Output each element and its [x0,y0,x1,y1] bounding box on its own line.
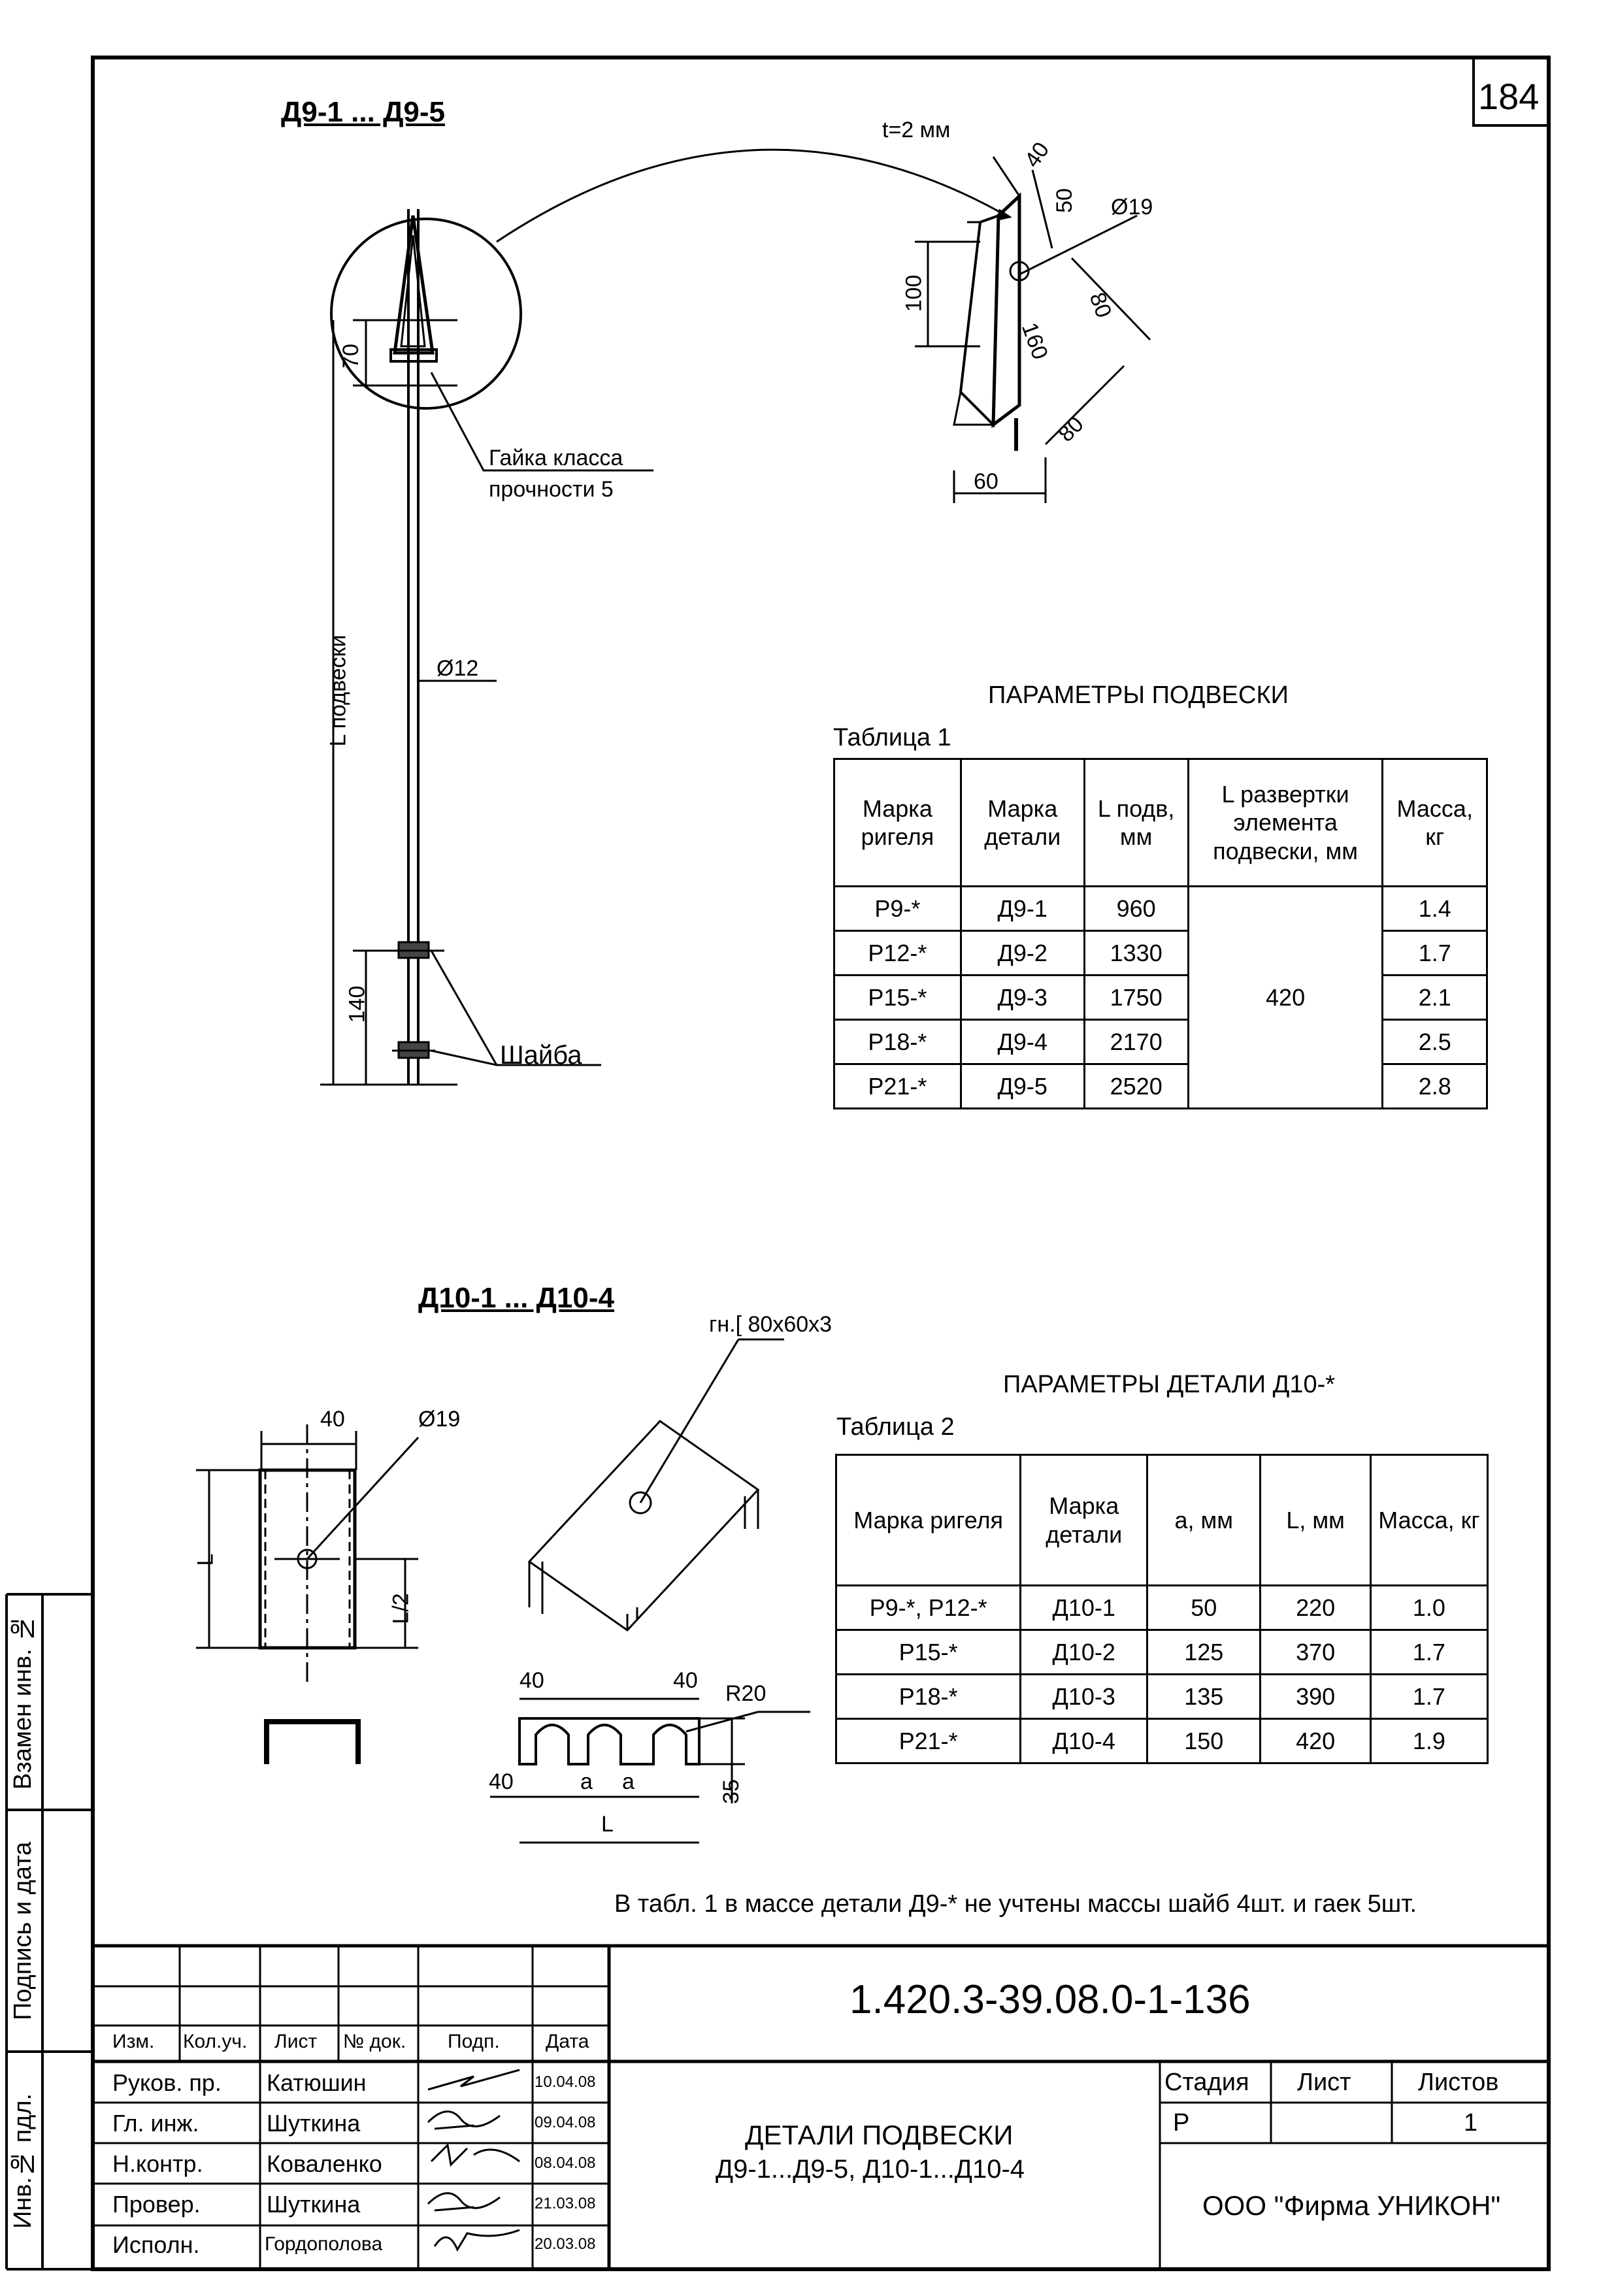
d9-dim-70: 70 [338,344,363,369]
table2-cell: Р9-*, Р12-* [836,1586,1021,1630]
d9-nut-label-2: прочности 5 [489,477,614,502]
table1-header: L подв, мм [1084,759,1188,887]
tb-col-header: Кол.уч. [183,2031,248,2052]
tb-date: 09.04.08 [535,2114,596,2131]
signatures [421,2063,529,2267]
tb-col-header: Подп. [448,2031,500,2052]
d9-dim-100: 100 [901,274,927,312]
drawing-title-line-1: ДЕТАЛИ ПОДВЕСКИ [745,2120,1014,2150]
tb-date: 08.04.08 [535,2154,596,2172]
table2-cell: Д10-3 [1021,1675,1147,1719]
table1-cell: 2520 [1084,1064,1188,1109]
d9-dim-80b: 80 [1053,412,1089,447]
table1-cell: 960 [1084,887,1188,931]
tb-name: Катюшин [267,2069,367,2096]
tb-role: Руков. пр. [112,2069,222,2096]
table1-cell: Д9-3 [961,976,1084,1020]
table1-cell: 2.5 [1383,1020,1487,1064]
stage-value: Р [1173,2109,1190,2137]
d9-dim-50: 50 [1051,188,1077,213]
table2-header: Марка детали [1021,1455,1147,1586]
table1-cell: Р21-* [834,1064,961,1109]
sheet-frame [93,57,1549,2269]
table1-cell: 2.8 [1383,1064,1487,1109]
d9-dim-40: 40 [1019,137,1055,172]
tb-name: Коваленко [267,2150,382,2177]
side-label-signature-date: Подпись и дата [9,1841,37,2020]
d10-drawing [193,1339,810,1843]
sheet-header: Лист [1297,2069,1351,2096]
d9-dim-80a: 80 [1084,289,1117,321]
table2-header: Марка ригеля [836,1455,1021,1586]
signature-mark [428,2070,519,2090]
d10-dim-40-b: 40 [673,1668,698,1693]
d10-dia-19: Ø19 [418,1407,461,1432]
table1-cell: Р15-* [834,976,961,1020]
d9-dim-160: 160 [1016,319,1053,363]
tb-name: Шуткина [267,2191,361,2218]
table1-cell: Д9-1 [961,887,1084,931]
table2-cell: 1.7 [1370,1675,1487,1719]
table2-cell: 150 [1147,1719,1261,1763]
tb-col-header: Лист [274,2031,318,2052]
table2-header: a, мм [1147,1455,1261,1586]
table2-title: ПАРАМЕТРЫ ДЕТАЛИ Д10-* [1003,1371,1336,1398]
d9-washer-label: Шайба [500,1041,582,1070]
d10-r20: R20 [725,1681,767,1706]
table1-merged-cell: 420 [1188,887,1383,1109]
d10-dim-40-top: 40 [320,1407,345,1432]
side-label-inv-number: Инв.№ пдл. [9,2093,37,2229]
company-name: ООО "Фирма УНИКОН" [1202,2190,1501,2221]
table1-cell: Р12-* [834,931,961,976]
d9-length-label: L подвески [325,634,351,747]
table1-cell: 2.1 [1383,976,1487,1020]
tb-date: 10.04.08 [535,2073,596,2091]
d9-dia-19: Ø19 [1111,195,1153,220]
table1-cell: Д9-2 [961,931,1084,976]
table2-cell: 50 [1147,1586,1261,1630]
d9-thickness-label: t=2 мм [882,118,951,142]
d10-l2-label: L/2 [388,1593,414,1624]
tb-role: Исполн. [112,2231,200,2258]
table2-cell: Д10-4 [1021,1719,1147,1763]
table2-cell: Р21-* [836,1719,1021,1763]
table2 [835,1454,1489,1764]
table1-cell: Д9-5 [961,1064,1084,1109]
d9-dia-12: Ø12 [437,656,479,681]
table1-header: Марка ригеля [834,759,961,887]
table1 [833,758,1488,1109]
table2-cell: 420 [1261,1719,1370,1763]
d10-dim-40-c: 40 [489,1769,514,1794]
table2-caption: Таблица 2 [836,1413,955,1441]
document-code: 1.420.3-39.08.0-1-136 [849,1977,1251,2022]
tb-date: 20.03.08 [535,2235,596,2253]
table1-caption: Таблица 1 [833,724,951,751]
side-label-replaced-inv: Взамен инв. № [9,1614,37,1790]
d9-heading: Д9-1 ... Д9-5 [281,96,446,128]
d10-l-bottom: L [601,1812,614,1837]
table2-cell: 220 [1261,1586,1370,1630]
d9-nut-label-1: Гайка класса [489,446,623,470]
signature-mark [435,2230,519,2250]
mass-note: В табл. 1 в массе детали Д9-* не учтены массы шайб 4шт. и гаек 5шт. [614,1890,1417,1918]
signature-mark [428,2193,500,2210]
table2-cell: Р18-* [836,1675,1021,1719]
d10-heading: Д10-1 ... Д10-4 [418,1282,614,1314]
tb-name: Шуткина [267,2110,361,2137]
table2-cell: Р15-* [836,1630,1021,1675]
d10-dim-a1: a [580,1769,593,1794]
table1-cell: Р18-* [834,1020,961,1064]
tb-name: Гордополова [265,2233,383,2255]
table1-cell: 1.7 [1383,931,1487,976]
table2-cell: Д10-1 [1021,1586,1147,1630]
table1-header: Марка детали [961,759,1084,887]
table1-header: Масса, кг [1383,759,1487,887]
table1-cell: 1750 [1084,976,1188,1020]
stage-header: Стадия [1164,2069,1249,2096]
sheet-number: 184 [1478,76,1540,117]
sheets-value: 1 [1464,2109,1478,2137]
table2-cell: 1.7 [1370,1630,1487,1675]
leader-curve [497,150,1006,242]
table2-cell: 125 [1147,1630,1261,1675]
table2-cell: Д10-2 [1021,1630,1147,1675]
table1-cell: Р9-* [834,887,961,931]
signature-mark [428,2112,500,2129]
tb-role: Гл. инж. [112,2110,199,2137]
table2-cell: 370 [1261,1630,1370,1675]
d10-dim-40-a: 40 [519,1668,544,1693]
table2-cell: 390 [1261,1675,1370,1719]
table1-cell: Д9-4 [961,1020,1084,1064]
table2-cell: 135 [1147,1675,1261,1719]
table1-title: ПАРАМЕТРЫ ПОДВЕСКИ [988,681,1289,709]
table2-header: L, мм [1261,1455,1370,1586]
d9-dim-60: 60 [974,469,998,494]
d10-dim-35: 35 [718,1779,744,1804]
tb-date: 21.03.08 [535,2195,596,2212]
tb-col-header: Дата [546,2031,589,2052]
d10-profile-label: гн.[ 80х60х3 [709,1312,833,1337]
drawing-title-line-2: Д9-1...Д9-5, Д10-1...Д10-4 [716,2155,1025,2184]
tb-role: Н.контр. [112,2150,203,2177]
tb-col-header: № док. [343,2031,406,2052]
tb-role: Провер. [112,2191,201,2218]
table1-cell: 1330 [1084,931,1188,976]
d9-dim-140: 140 [344,985,370,1023]
d10-l-label: L [193,1553,218,1566]
signature-mark [431,2145,519,2165]
d10-dim-a2: a [622,1769,635,1794]
table2-header: Масса, кг [1370,1455,1487,1586]
table1-cell: 2170 [1084,1020,1188,1064]
sheets-header: Листов [1418,2069,1499,2096]
table2-cell: 1.0 [1370,1586,1487,1630]
table2-cell: 1.9 [1370,1719,1487,1763]
table1-header: L развертки элемента подвески, мм [1188,759,1383,887]
tb-col-header: Изм. [112,2031,155,2052]
table1-cell: 1.4 [1383,887,1487,931]
